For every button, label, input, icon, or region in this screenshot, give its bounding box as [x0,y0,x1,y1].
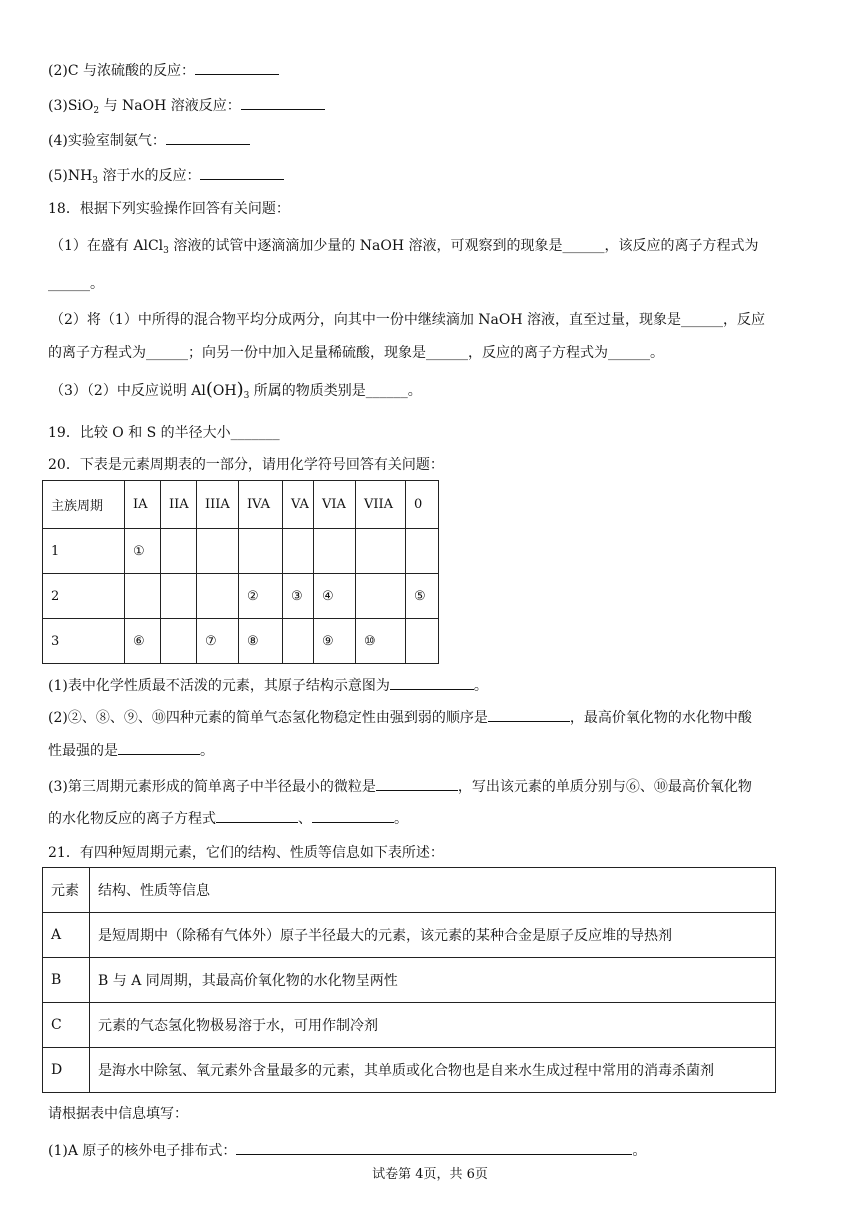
answer-blank[interactable] [200,165,284,180]
table-cell: A [43,913,90,958]
answer-blank[interactable] [312,808,394,823]
table-cell: B [43,958,90,1003]
table-cell: ⑤ [406,574,439,619]
header-cell: IIIA [197,481,239,529]
table-row [43,619,439,664]
table-cell: B 与 A 同周期，其最高价氧化物的水化物呈两性 [90,958,776,1003]
table-cell: 2 [43,574,125,619]
table-cell [356,574,406,619]
table-cell: ⑩ [356,619,406,664]
q18-part2: （2）将（1）中所得的混合物平均分成两分，向其中一份中继续滴加 NaOH 溶液，直至过量，现象是______，反应 [50,312,765,328]
q20-sub3-cont: 的水化物反应的离子方程式 、 。 [48,808,408,829]
table-cell [283,619,314,664]
table-cell: 1 [43,529,125,574]
answer-blank[interactable] [166,130,250,145]
table-cell [239,529,283,574]
answer-blank[interactable] [195,60,279,75]
q20-sub2: (2)②、⑧、⑨、⑩四种元素的简单气态氢化物稳定性由强到弱的顺序是 ，最高价氧化物的水化物中酸 [48,707,752,728]
table-cell [161,619,197,664]
table-cell: ⑧ [239,619,283,664]
q17-item-2: (2)C 与浓硫酸的反应： [48,60,279,81]
q21-fill-prompt: 请根据表中信息填写： [48,1106,188,1122]
table-cell [314,529,356,574]
q20-sub2-cont: 性最强的是 。 [48,740,214,761]
table-cell: 是短周期中（除稀有气体外）原子半径最大的元素，该元素的某种合金是原子反应堆的导热剂 [90,913,776,958]
answer-blank[interactable] [488,707,570,722]
table-row [43,958,776,1003]
table-cell: ⑦ [197,619,239,664]
table-cell: ③ [283,574,314,619]
table-row [43,529,439,574]
table-cell [356,529,406,574]
answer-blank[interactable] [236,1140,632,1155]
q18-intro: 18．根据下列实验操作回答有关问题： [48,201,290,217]
answer-blank[interactable] [390,675,474,690]
header-cell: 0 [406,481,439,529]
table-cell [283,529,314,574]
table-cell: ⑥ [125,619,161,664]
q19-text: 19．比较 O 和 S 的半径大小_______ [48,425,280,441]
answer-blank[interactable] [241,95,325,110]
table-cell: ④ [314,574,356,619]
q18-part1: （1）在盛有 AlCl$_3$ 溶液的试管中逐滴滴加少量的 NaOH 溶液，可观察到的现象是______，该反应的离子方程式为 [50,238,759,256]
q21-sub1: (1)A 原子的核外电子排布式： 。 [48,1140,646,1161]
table-cell: C [43,1003,90,1048]
table-cell: 元素的气态氢化物极易溶于水，可用作制冷剂 [90,1003,776,1048]
q18-part3: （3）（2）中反应说明 $Al(OH)_3$ 所属的物质类别是______。 [50,379,422,401]
answer-blank[interactable] [376,776,458,791]
periodic-table [42,480,439,664]
table-cell: 是海水中除氢、氧元素外含量最多的元素，其单质或化合物也是自来水生成过程中常用的消毒杀菌剂 [90,1048,776,1093]
table-row [43,574,439,619]
table-header-row [43,481,439,529]
header-cell: VIA [314,481,356,529]
answer-blank[interactable] [216,808,298,823]
header-cell: VIIA [356,481,406,529]
q20-sub3: (3)第三周期元素形成的简单离子中半径最小的微粒是 ，写出该元素的单质分别与⑥、⑩最高价氧化物 [48,776,752,797]
header-cell: IA [125,481,161,529]
header-cell: 元素 [43,868,90,913]
table-cell [406,619,439,664]
table-cell: D [43,1048,90,1093]
header-cell: 主族周期 [43,481,125,529]
q17-item-3: (3)SiO$_2$ 与 NaOH 溶液反应： [48,95,325,121]
q20-intro: 20．下表是元素周期表的一部分，请用化学符号回答有关问题： [48,457,444,473]
q18-part2-cont: 的离子方程式为______；向另一份中加入足量稀硫酸，现象是______，反应的离子方程式为______。 [48,345,664,361]
table-cell [161,574,197,619]
table-row [43,1048,776,1093]
header-cell: IVA [239,481,283,529]
table-row [43,913,776,958]
table-row [43,1003,776,1048]
table-cell [197,574,239,619]
element-info-table [42,867,776,1093]
table-cell: ② [239,574,283,619]
header-cell: IIA [161,481,197,529]
q17-item-4: (4)实验室制氨气： [48,130,250,151]
answer-blank[interactable] [118,740,200,755]
page-footer: 试卷第 4页，共 6页 [372,1167,488,1182]
q18-part1-cont: ______。 [48,276,104,292]
q21-intro: 21．有四种短周期元素，它们的结构、性质等信息如下表所述： [48,845,444,861]
table-cell [161,529,197,574]
table-cell [197,529,239,574]
table-cell [406,529,439,574]
header-cell: VA [283,481,314,529]
q20-sub1: (1)表中化学性质最不活泼的元素，其原子结构示意图为 。 [48,675,488,696]
header-cell: 结构、性质等信息 [90,868,776,913]
table-header-row [43,868,776,913]
table-cell: ⑨ [314,619,356,664]
q17-item-5: $(5)NH_3$ 溶于水的反应： [48,165,284,191]
table-cell [125,574,161,619]
table-cell: ① [125,529,161,574]
table-cell: 3 [43,619,125,664]
